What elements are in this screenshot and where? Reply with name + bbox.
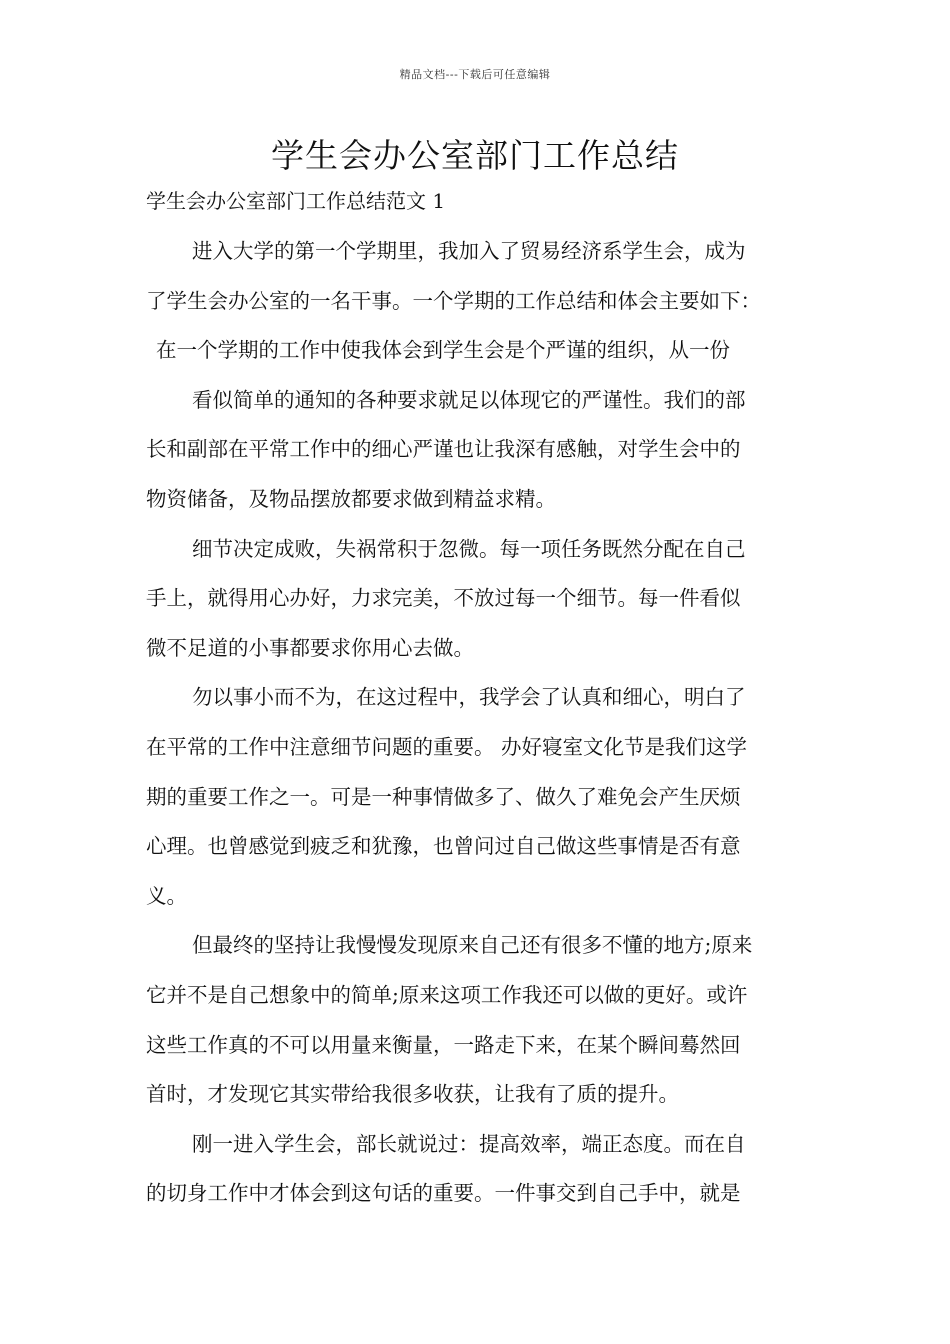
text-line: 期的重要工作之一。可是一种事情做多了、做久了难免会产生厌烦: [146, 784, 741, 809]
text-line: 了学生会办公室的一名干事。一个学期的工作总结和体会主要如下：: [146, 288, 761, 313]
text-line: 细节决定成败，失祸常积于忽微。每一项任务既然分配在自己: [192, 536, 746, 561]
text-line: 但最终的坚持让我慢慢发现原来自己还有很多不懂的地方;原来: [192, 933, 753, 958]
document-subtitle: 学生会办公室部门工作总结范文 1: [146, 189, 446, 213]
text-line: 义。: [146, 883, 187, 908]
text-line: 微不足道的小事都要求你用心去做。: [146, 635, 474, 660]
header-note: 精品文档---下载后可任意编辑: [399, 68, 551, 81]
body-text: [146, 233, 810, 1225]
text-line: 这些工作真的不可以用量来衡量，一路走下来，在某个瞬间蓦然回: [146, 1032, 741, 1057]
document-title: 学生会办公室部门工作总结: [271, 136, 679, 175]
text-line: 勿以事小而不为，在这过程中，我学会了认真和细心，明白了: [192, 685, 746, 710]
text-line: 在一个学期的工作中使我体会到学生会是个严谨的组织，从一份: [156, 338, 730, 363]
text-line: 手上，就得用心办好，力求完美，不放过每一个细节。每一件看似: [146, 586, 741, 611]
text-line: 看似简单的通知的各种要求就足以体现它的严谨性。我们的部: [192, 387, 746, 412]
text-line: 在平常的工作中注意细节问题的重要。 办好寝室文化节是我们这学: [146, 734, 748, 759]
text-line: 进入大学的第一个学期里，我加入了贸易经济系学生会，成为: [192, 239, 746, 263]
text-line: 长和副部在平常工作中的细心严谨也让我深有感触，对学生会中的: [146, 437, 741, 462]
text-line: 心理。也曾感觉到疲乏和犹豫，也曾问过自己做这些事情是否有意: [146, 834, 741, 859]
text-line: 首时，才发现它其实带给我很多收获，让我有了质的提升。: [146, 1082, 679, 1107]
text-line: 的切身工作中才体会到这句话的重要。一件事交到自己手中，就是: [146, 1181, 741, 1206]
text-line: 物资储备，及物品摆放都要求做到精益求精。: [146, 486, 556, 511]
text-line: 它并不是自己想象中的简单;原来这项工作我还可以做的更好。或许: [146, 982, 748, 1007]
text-line: 刚一进入学生会，部长就说过：提高效率，端正态度。而在自: [192, 1131, 746, 1156]
